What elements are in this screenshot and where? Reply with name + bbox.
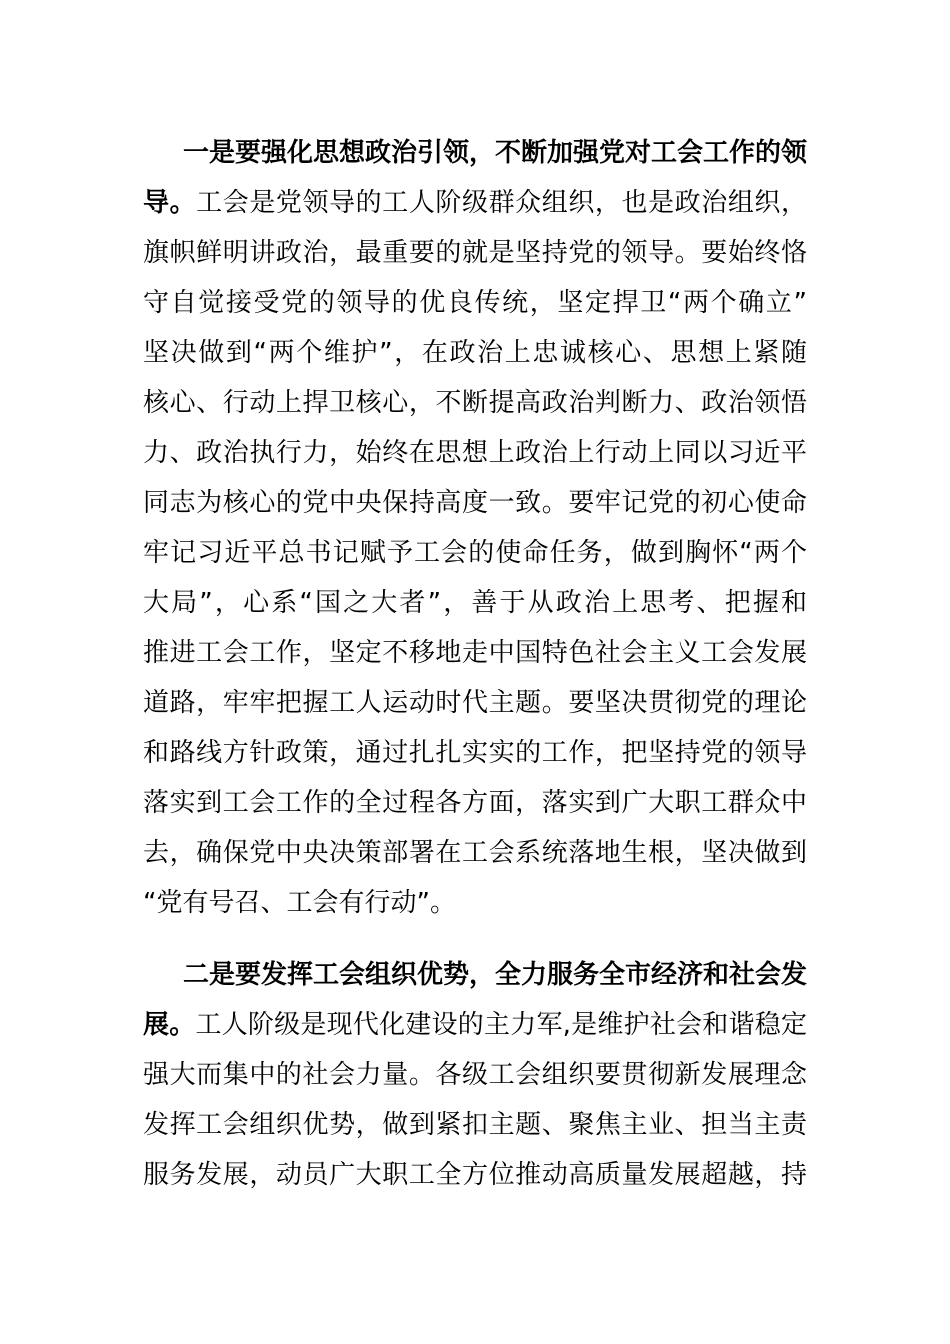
paragraph-spacing: [143, 928, 807, 950]
paragraph-2: [143, 950, 807, 1200]
body-text: 工会是党领导的工人阶级群众组织，也是政治组织，: [196, 188, 807, 218]
bold-heading: 二是要发挥工会组织优势，全力服务全市经济和社会发: [183, 960, 808, 990]
text-line: 旗帜鲜明讲政治，最重要的就是坚持党的领导。要始终恪: [143, 238, 807, 268]
text-line: 去，确保党中央决策部署在工会系统落地生根，坚决做到: [143, 838, 807, 868]
body-text: 工人阶级是现代化建设的主力军,是维护社会和谐稳定: [195, 1010, 807, 1040]
text-line: 道路，牢牢把握工人运动时代主题。要坚决贯彻党的理论: [143, 688, 807, 718]
text-line: 落实到工会工作的全过程各方面，落实到广大职工群众中: [143, 788, 807, 818]
text-line: [143, 178, 807, 228]
text-line: “党有号召、工会有行动”。: [143, 888, 456, 918]
bold-heading: 一是要强化思想政治引领，不断加强党对工会工作的领: [183, 138, 808, 168]
document-page: [143, 128, 807, 1200]
text-line: 推进工会工作，坚定不移地走中国特色社会主义工会发展: [143, 638, 807, 668]
text-line: 发挥工会组织优势，做到紧扣主题、聚焦主业、担当主责: [143, 1110, 807, 1140]
text-line: 力、政治执行力，始终在思想上政治上行动上同以习近平: [143, 438, 807, 468]
text-line: 服务发展，动员广大职工全方位推动高质量发展超越，持: [143, 1160, 807, 1190]
bold-heading: 展。: [143, 1010, 196, 1040]
text-line: 核心、行动上捍卫核心，不断提高政治判断力、政治领悟: [143, 388, 807, 418]
text-line: 大局”，心系“国之大者”，善于从政治上思考、把握和: [143, 588, 807, 618]
text-line: 牢记习近平总书记赋予工会的使命任务，做到胸怀“两个: [143, 538, 807, 568]
text-line: [143, 1000, 807, 1050]
text-line: 坚决做到“两个维护”，在政治上忠诚核心、思想上紧随: [143, 338, 807, 368]
text-line: 同志为核心的党中央保持高度一致。要牢记党的初心使命: [143, 488, 807, 518]
text-line: 和路线方针政策，通过扎扎实实的工作，把坚持党的领导: [143, 738, 807, 768]
paragraph-1: [143, 128, 807, 928]
text-line: [143, 950, 807, 1000]
bold-heading: 导。: [143, 188, 197, 218]
text-line: 守自觉接受党的领导的优良传统，坚定捍卫“两个确立”: [143, 288, 807, 318]
text-line: [143, 128, 807, 178]
text-line: 强大而集中的社会力量。各级工会组织要贯彻新发展理念: [143, 1060, 807, 1090]
